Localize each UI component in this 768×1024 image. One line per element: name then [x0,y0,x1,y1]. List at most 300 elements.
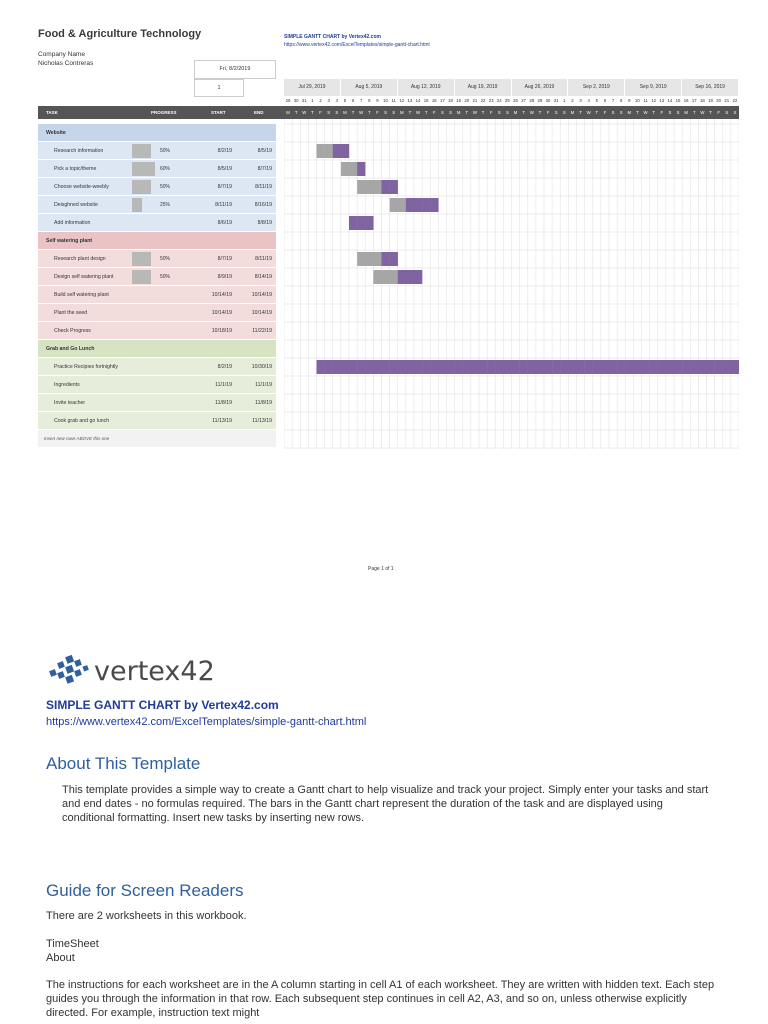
day-number: 12 [399,98,405,103]
gantt-bar-day [642,360,650,374]
day-number: 18 [448,98,453,103]
start-date: 11/13/19 [212,418,232,424]
gantt-bar-day [601,360,609,374]
day-number: 19 [708,98,713,103]
table-row[interactable] [38,358,276,376]
start-date: 11/8/19 [215,400,232,406]
start-date: 8/6/19 [217,220,232,226]
weekday-letter: S [392,110,396,115]
gantt-bar-day [479,360,487,374]
week-label: Sep 9, 2019 [625,79,682,96]
gantt-bar-day [723,360,731,374]
gantt-bar-day [373,180,381,194]
weekday-letter: S [384,110,387,115]
weekday-letter: S [733,110,737,115]
gantt-bar-day [633,360,641,374]
task-name: Build self watering plant [54,292,109,298]
day-number: 1 [563,98,566,103]
table-row[interactable] [38,250,276,268]
col-end: END [254,110,264,115]
end-date: 11/22/19 [252,328,272,334]
weekday-letter: F [319,110,322,115]
table-row[interactable] [38,304,276,322]
gantt-bar-day [390,270,398,284]
gantt-bar-day [365,252,373,266]
day-number: 2 [319,98,322,103]
gantt-bar-day [666,360,674,374]
gantt-bar-day [487,360,495,374]
progress-value [132,396,170,410]
end-date: 10/30/19 [251,364,272,370]
gantt-bar-day [357,216,365,230]
day-number: 15 [423,98,429,103]
progress-value: 50% [159,184,170,190]
weekday-letter: S [676,110,680,115]
gantt-bar-day [349,360,357,374]
weekday-letter: F [546,110,550,115]
gantt-bar-day [333,144,341,158]
end-date: 8/5/19 [257,148,272,154]
day-number: 14 [667,98,673,103]
weekday-letter: M [627,110,632,115]
gantt-bar-day [317,360,325,374]
table-row[interactable] [38,376,276,394]
col-task: TASK [46,110,58,115]
gantt-bar-day [382,270,390,284]
about-paragraph: This template provides a simple way to create a Gantt chart to help visualize and track your project. Simply enter your tasks and start and end dates - no formulas required. The bars in the Gantt chart represent the duration of the task and are displayed using conditional formatting. Insert new tasks by inserting new rows. [62,784,709,824]
week-label: Sep 2, 2019 [568,79,625,96]
task-name: Add information [54,220,91,226]
task-name: Choose website-weebly [54,184,109,190]
weekday-letter: F [433,110,436,115]
task-name: Deisghned website [54,202,98,208]
gantt-bar-day [373,360,381,374]
gantt-bar-day [650,360,658,374]
day-number: 17 [691,98,697,103]
day-number: 28 [529,98,535,103]
day-number: 8 [368,98,371,103]
day-number: 29 [285,98,291,103]
weekday-letter: S [554,110,558,115]
gantt-bar-day [577,360,585,374]
gantt-bar-day [390,198,398,212]
weekday-letter: F [376,110,379,115]
day-number: 11 [643,98,648,103]
day-number: 25 [505,98,510,103]
gantt-bar-day [341,162,349,176]
gantt-bar-day [357,180,365,194]
gantt-bar-day [438,360,446,374]
task-name: Practice Recipies fortnightly [54,364,119,370]
gantt-bar-day [341,360,349,374]
col-progress: PROGRESS [151,110,177,115]
day-number: 7 [611,98,615,103]
gantt-bar-day [382,180,390,194]
day-number: 3 [579,98,582,103]
day-number: 16 [683,98,689,103]
weekday-letter: F [489,110,493,115]
gantt-bar-day [414,198,422,212]
guide-intro: There are 2 worksheets in this workbook. [46,910,247,922]
gantt-bar-day [455,360,463,374]
weekday-letter: F [603,110,607,115]
weekday-letter: T [538,110,542,115]
weekday-letter: M [400,110,404,115]
gantt-bar-day [357,162,365,176]
day-number: 10 [635,98,640,103]
gantt-bar-day [414,270,422,284]
gantt-bar-day [414,360,422,374]
task-name: Pick a topic/theme [54,166,97,172]
gantt-bar-day [568,360,576,374]
weekday-letter: S [506,110,509,115]
gantt-bar-day [325,144,333,158]
gantt-bar-day [698,360,706,374]
weekday-letter: S [619,110,623,115]
weekday-letter: M [286,110,290,115]
gantt-bar-day [398,270,406,284]
weekday-letter: S [449,110,452,115]
progress-value [132,288,170,302]
gantt-bar-day [349,162,357,176]
display-week-cell[interactable]: 1 [194,79,244,97]
gantt-bar-day [390,360,398,374]
gantt-bar-day [520,360,528,374]
table-row[interactable] [38,214,276,232]
weekday-letter: M [513,110,518,115]
day-number: 19 [456,98,462,103]
gantt-bar-day [406,198,414,212]
gantt-bar-day [536,360,544,374]
weekday-letter: T [522,110,525,115]
start-date: 10/14/19 [211,310,232,316]
day-number: 6 [351,98,355,103]
progress-value [132,306,170,320]
task-name: Research information [54,148,104,154]
day-number: 9 [376,98,379,103]
day-number: 17 [440,98,445,103]
end-date: 8/7/19 [257,166,272,172]
template-link-title[interactable]: SIMPLE GANTT CHART by Vertex42.com [284,34,381,40]
progress-value: 50% [159,256,170,262]
weekday-letter: M [570,110,575,115]
weekday-letter: T [465,110,469,115]
day-number: 7 [359,98,363,103]
table-row[interactable] [38,160,276,178]
start-date: 11/1/19 [215,382,232,388]
logo-mark-icon [48,648,248,692]
progress-value [132,378,170,392]
weekday-letter: S [497,110,501,115]
gantt-svg [284,119,739,449]
gantt-bar-day [373,270,381,284]
day-number: 16 [431,98,437,103]
gantt-bar-day [552,360,560,374]
gantt-bar-day [690,360,698,374]
section-row[interactable] [38,340,276,358]
task-name: Design self watering plant [54,274,114,280]
task-name: Check Progress [54,328,91,334]
gantt-bar-day [471,360,479,374]
gantt-grid [284,119,739,449]
start-date: 10/14/19 [211,292,232,298]
day-number: 29 [537,98,543,103]
template-link-url[interactable]: https://www.vertex42.com/ExcelTemplates/simple-gantt-chart.html [284,42,430,48]
end-date: 11/8/19 [255,400,272,406]
end-date: 10/14/19 [251,310,272,316]
day-number: 22 [732,98,738,103]
weekday-letter: S [327,110,331,115]
gantt-bar-day [715,360,723,374]
gantt-bar-day [373,252,381,266]
day-number: 23 [488,98,494,103]
gantt-bar-day [512,360,520,374]
about-link-url[interactable]: https://www.vertex42.com/ExcelTemplates/simple-gantt-chart.html [46,716,367,728]
day-number: 4 [335,98,338,103]
gantt-bar-day [398,360,406,374]
week-label: Aug 19, 2019 [455,79,512,96]
sheet-name-about: About [46,952,75,964]
weekday-letter: S [335,110,339,115]
day-number: 13 [407,98,413,103]
gantt-bar-day [341,144,349,158]
table-row[interactable] [38,142,276,160]
progress-value [132,324,170,338]
end-date: 8/11/19 [255,184,272,190]
gantt-bar-day [585,360,593,374]
gantt-bar-day [365,360,373,374]
day-number: 31 [553,98,559,103]
gantt-bar-day [495,360,503,374]
gantt-bar-day [390,180,398,194]
company-name: Company Name [38,51,85,58]
weekday-letter: S [441,110,444,115]
weekday-letter: W [586,110,591,115]
gantt-bar-day [357,252,365,266]
weekday-letter: W [700,110,705,115]
gantt-bar-day [406,360,414,374]
day-number: 26 [513,98,518,103]
page-number: Page 1 of 1 [368,566,394,572]
day-number: 24 [496,98,502,103]
gantt-bar-day [560,360,568,374]
weekday-letter: S [668,110,672,115]
person-name: Nicholas Contreras [38,60,94,67]
day-number: 14 [415,98,421,103]
weekday-letter: W [472,110,477,115]
start-date: 8/5/19 [217,166,232,172]
end-date: 8/8/19 [257,220,272,226]
day-number: 12 [651,98,657,103]
guide-heading: Guide for Screen Readers [46,881,244,900]
progress-value: 60% [159,166,170,172]
week-label: Aug 26, 2019 [512,79,569,96]
weekday-letter: W [302,110,307,115]
day-number: 6 [603,98,607,103]
weekday-letter: T [351,110,355,115]
weekday-letter: W [529,110,534,115]
progress-value: 50% [159,274,170,280]
gantt-bar-day [398,198,406,212]
weekday-letter: T [579,110,582,115]
weekday-letter: W [416,110,421,115]
section-row[interactable] [38,232,276,250]
week-label: Jul 29, 2019 [284,79,341,96]
day-number: 20 [716,98,722,103]
day-number: 21 [724,98,730,103]
weekday-letter: S [611,110,615,115]
gantt-bar-day [382,252,390,266]
day-number: 21 [472,98,478,103]
col-start: START [211,110,226,115]
guide-paragraph: The instructions for each worksheet are in the A column starting in cell A1 of each worksheet. They are written with hidden text. Each step guides you through the information in that row. Each subsequent step continues in cell A2, A3, and so on, unless otherwise explicitly directed. For example, instruction text might [46,979,715,1019]
project-start-cell[interactable]: Fri, 8/2/2019 [194,60,276,79]
end-date: 8/11/19 [255,256,272,262]
start-date: 8/2/19 [217,148,232,154]
day-number: 5 [595,98,598,103]
day-number: 5 [343,98,347,103]
progress-value [132,360,170,374]
task-name: Research plant design [54,256,106,262]
table-row[interactable] [38,322,276,340]
end-date: 8/16/19 [254,202,272,208]
end-date: 11/1/19 [255,382,272,388]
insert-rows-note: Insert new rows ABOVE this one [44,436,110,441]
day-number: 22 [480,98,486,103]
day-number: 31 [301,98,307,103]
day-number: 27 [521,98,527,103]
gantt-bar-day [406,270,414,284]
weekday-letter: T [294,110,298,115]
task-name: Cook grab and go lunch [54,418,110,424]
weekday-letter: W [643,110,648,115]
day-number-row [284,96,739,105]
end-date: 10/14/19 [251,292,272,298]
gantt-bar-day [503,360,511,374]
weekday-letter: T [652,110,655,115]
gantt-bar-day [333,360,341,374]
day-number: 30 [545,98,551,103]
gantt-bar-day [707,360,715,374]
week-label: Sep 16, 2019 [682,79,739,96]
week-label: Aug 12, 2019 [398,79,455,96]
day-number: 8 [619,98,623,103]
table-row[interactable] [38,268,276,286]
weekday-letter: F [717,110,720,115]
section-name: Self watering plant [46,238,93,244]
gantt-bar-day [731,360,739,374]
about-heading: About This Template [46,754,201,773]
week-header [284,79,739,96]
weekday-letter: T [636,110,639,115]
weekday-letter: W [359,110,364,115]
start-date: 8/7/19 [217,184,232,190]
gantt-bar-day [617,360,625,374]
day-number: 10 [383,98,388,103]
gantt-bar-day [674,360,682,374]
vertex42-logo [48,648,248,692]
gantt-bar-day [317,144,325,158]
weekday-letter: T [311,110,314,115]
weekday-letter: S [562,110,566,115]
weekday-row [284,106,739,119]
gantt-bar-day [422,198,430,212]
progress-value [132,414,170,428]
weekday-letter: T [408,110,412,115]
day-number: 15 [675,98,681,103]
day-number: 4 [587,98,590,103]
gantt-bar-day [682,360,690,374]
end-date: 11/13/19 [252,418,272,424]
task-name: Ingredients [54,382,80,388]
day-number: 1 [311,98,314,103]
about-link-title[interactable]: SIMPLE GANTT CHART by Vertex42.com [46,698,279,712]
weekday-letter: T [481,110,485,115]
gantt-bar-day [658,360,666,374]
document-title: Food & Agriculture Technology [38,28,202,40]
weekday-letter: T [709,110,712,115]
day-number: 2 [571,98,574,103]
gantt-bar-day [463,360,471,374]
progress-value: 50% [159,148,170,154]
weekday-letter: T [424,110,428,115]
day-number: 9 [628,98,631,103]
table-row[interactable] [38,196,276,214]
start-date: 8/9/19 [217,274,232,280]
weekday-letter: T [693,110,696,115]
end-date: 8/14/19 [254,274,272,280]
weekday-letter: T [368,110,371,115]
gantt-bar-day [382,360,390,374]
gantt-bar-day [325,360,333,374]
gantt-bar-day [593,360,601,374]
weekday-letter: M [343,110,347,115]
day-number: 20 [464,98,470,103]
gantt-bar-day [544,360,552,374]
section-name: Website [46,130,66,136]
section-row[interactable] [38,124,276,142]
gantt-bar-day [447,360,455,374]
gantt-bar-day [430,360,438,374]
table-row[interactable] [38,412,276,430]
day-number: 30 [293,98,299,103]
weekday-letter: T [595,110,599,115]
day-number: 13 [659,98,665,103]
sheet-name-timesheet: TimeSheet [46,938,99,950]
weekday-letter: M [684,110,688,115]
task-name: Invite teacher [54,400,86,406]
start-date: 8/2/19 [217,364,232,370]
progress-value: 25% [159,202,170,208]
gantt-bar-day [349,216,357,230]
gantt-bar-day [357,360,365,374]
gantt-bar-day [365,216,373,230]
day-number: 11 [391,98,396,103]
table-row[interactable] [38,178,276,196]
gantt-bar-day [390,252,398,266]
week-label: Aug 5, 2019 [341,79,398,96]
gantt-bar-day [422,360,430,374]
table-row[interactable] [38,394,276,412]
gantt-bar-day [609,360,617,374]
day-number: 3 [327,98,330,103]
weekday-letter: F [660,110,664,115]
gantt-bar-day [625,360,633,374]
gantt-bar-day [430,198,438,212]
gantt-bar-day [365,180,373,194]
logo-wordmark: vertex42 [94,656,215,687]
table-row[interactable] [38,286,276,304]
